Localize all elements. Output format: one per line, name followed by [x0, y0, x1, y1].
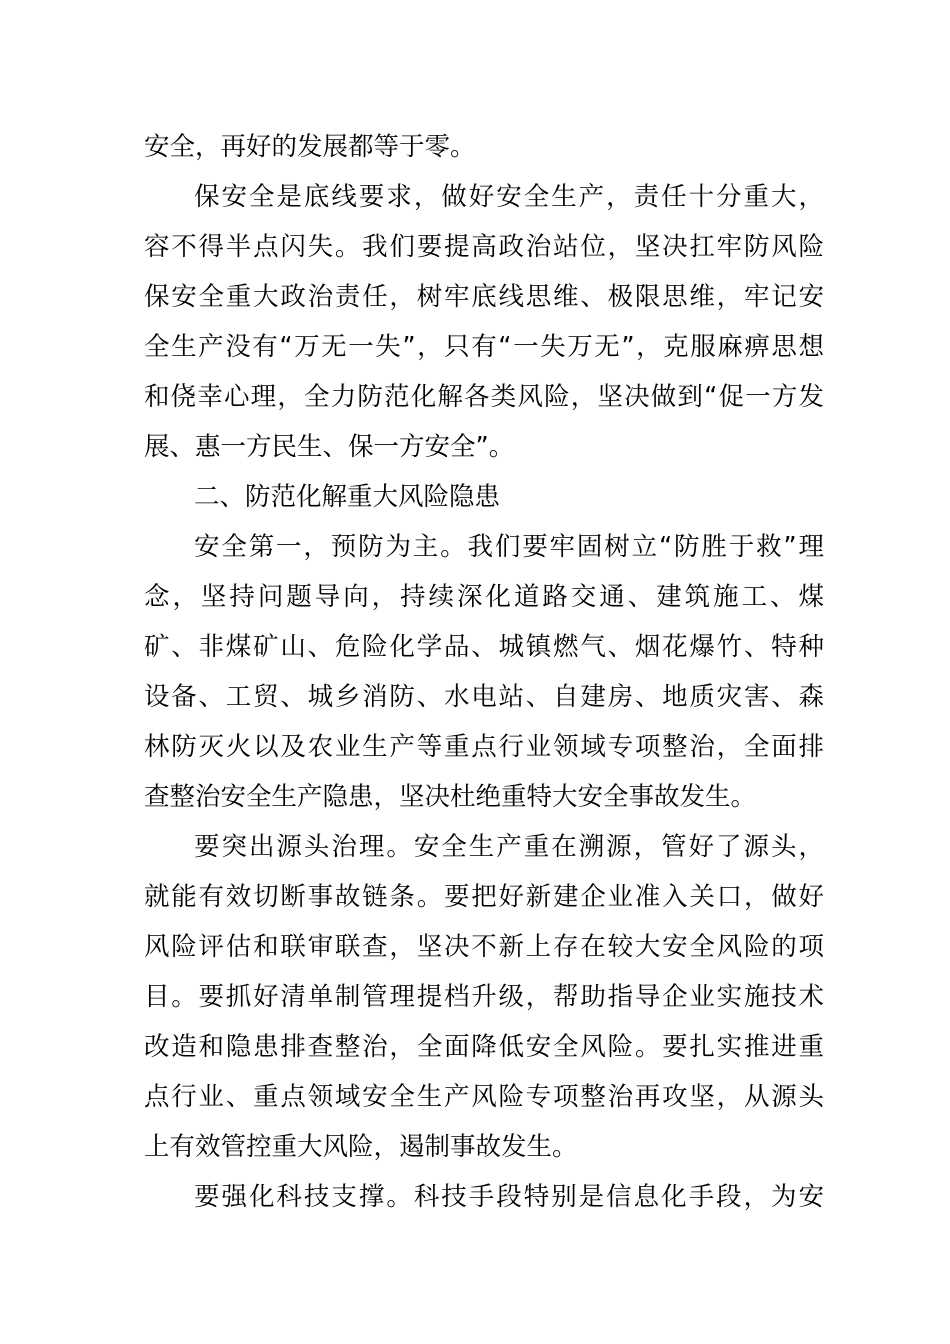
text-line: 安全第一，预防为主。我们要牢固树立“防胜于救”理 — [194, 532, 824, 562]
text-line: 容不得半点闪失。我们要提高政治站位，坚决扛牢防风险 — [144, 232, 824, 262]
text-line: 上有效管控重大风险，遏制事故发生。 — [144, 1132, 578, 1162]
section-heading: 二、防范化解重大风险隐患 — [194, 482, 501, 512]
text-line: 就能有效切断事故链条。要把好新建企业准入关口，做好 — [144, 882, 824, 912]
text-line: 要突出源头治理。安全生产重在溯源，管好了源头， — [194, 832, 824, 862]
text-line: 念，坚持问题导向，持续深化道路交通、建筑施工、煤 — [144, 582, 824, 612]
text-line: 要强化科技支撑。科技手段特别是信息化手段，为安 — [194, 1182, 824, 1212]
text-line: 查整治安全生产隐患，坚决杜绝重特大安全事故发生。 — [144, 782, 757, 812]
text-line: 点行业、重点领域安全生产风险专项整治再攻坚，从源头 — [144, 1082, 824, 1112]
text-line: 保安全是底线要求，做好安全生产，责任十分重大， — [194, 182, 824, 212]
text-line: 改造和隐患排查整治，全面降低安全风险。要扎实推进重 — [144, 1032, 824, 1062]
text-line: 全生产没有“万无一失”，只有“一失万无”，克服麻痹思想 — [144, 332, 824, 362]
text-line: 林防灭火以及农业生产等重点行业领域专项整治，全面排 — [144, 732, 824, 762]
text-line: 矿、非煤矿山、危险化学品、城镇燃气、烟花爆竹、特种 — [144, 632, 824, 662]
text-line: 保安全重大政治责任，树牢底线思维、极限思维，牢记安 — [144, 282, 824, 312]
text-line: 目。要抓好清单制管理提档升级，帮助指导企业实施技术 — [144, 982, 824, 1012]
text-line: 风险评估和联审联查，坚决不新上存在较大安全风险的项 — [144, 932, 824, 962]
text-line: 设备、工贸、城乡消防、水电站、自建房、地质灾害、森 — [144, 682, 824, 712]
text-line: 安全，再好的发展都等于零。 — [144, 132, 476, 162]
text-line: 展、惠一方民生、保一方安全”。 — [144, 432, 515, 462]
text-line: 和侥幸心理，全力防范化解各类风险，坚决做到“促一方发 — [144, 382, 824, 412]
